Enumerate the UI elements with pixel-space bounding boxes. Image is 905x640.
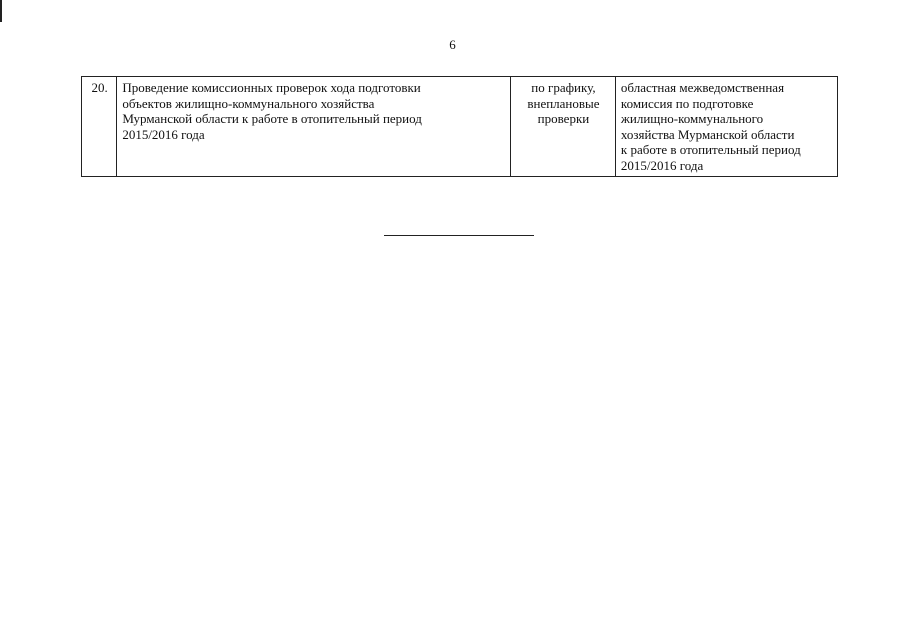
- plan-table: [81, 76, 838, 177]
- row-number-cell: [82, 77, 117, 177]
- deadline-cell: [510, 77, 615, 177]
- row-number: 20.: [91, 80, 108, 95]
- page-number: 6: [449, 37, 456, 52]
- scan-edge-mark: [0, 0, 2, 22]
- table-row: [82, 77, 838, 177]
- event-text: Проведение комиссионных проверок хода подготовки объектов жилищно-коммунального хозяйства Мурманской области к работе в отопительный период 2015/2016 года: [122, 80, 422, 142]
- event-cell: [117, 77, 511, 177]
- end-of-document-rule: [384, 235, 534, 236]
- responsible-text: областная межведомственная комиссия по подготовке жилищно-коммунального хозяйства Мурманской области к работе в отопительный период 2015/2016 года: [620, 80, 801, 173]
- deadline-text: по графику, внеплановые проверки: [527, 80, 600, 126]
- responsible-cell: [615, 77, 837, 177]
